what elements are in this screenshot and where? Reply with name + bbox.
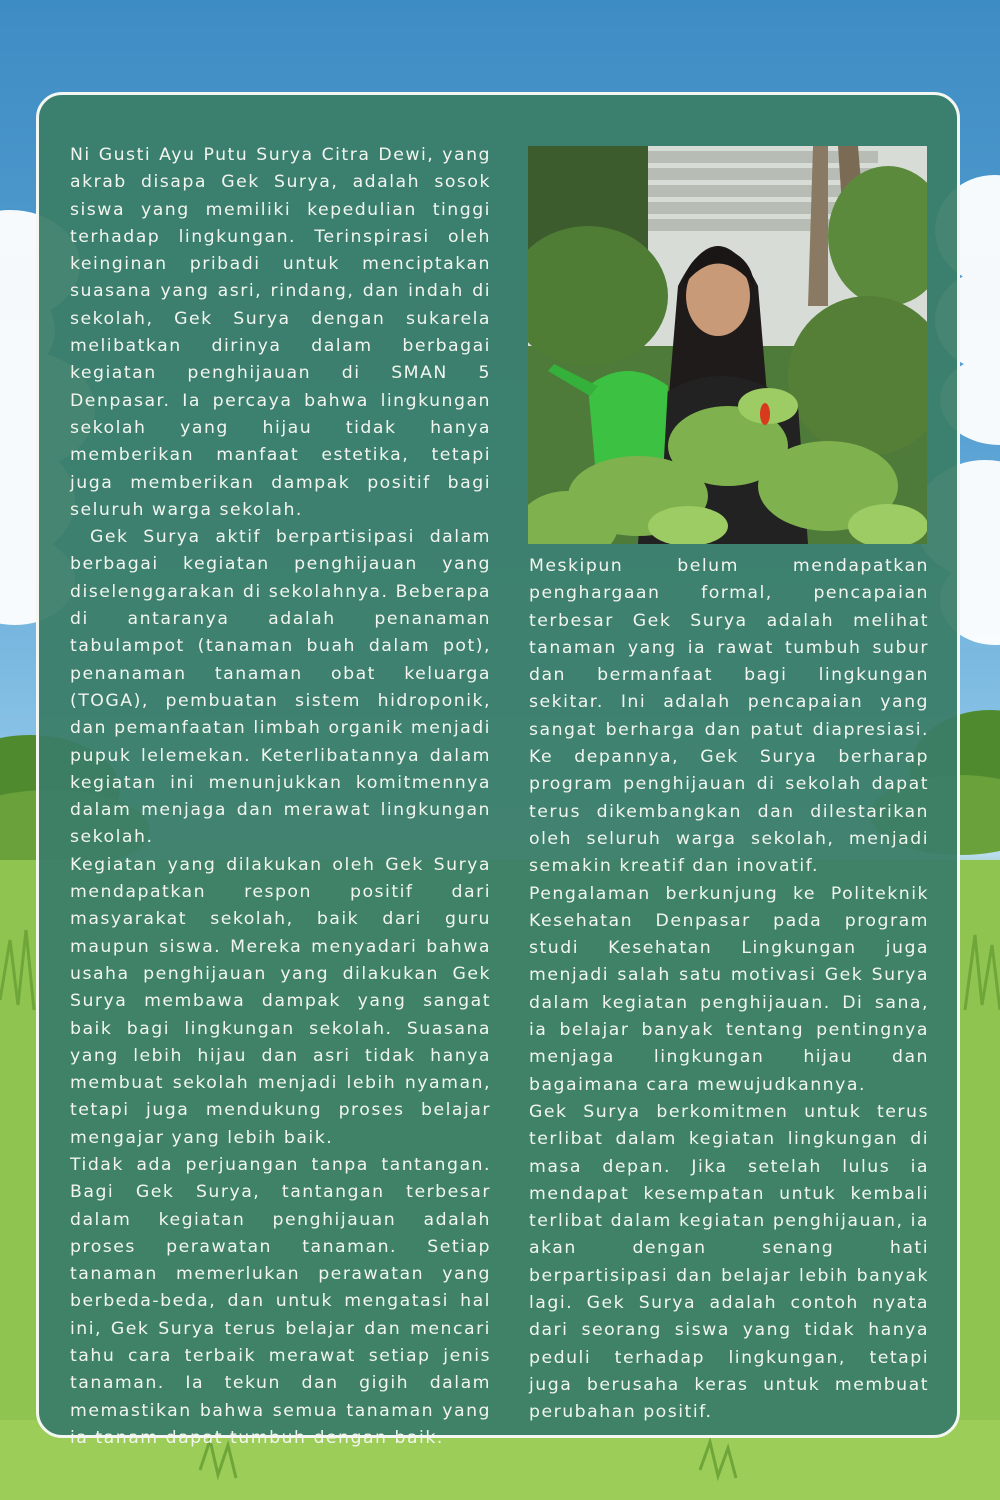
paragraph-activities: Gek Surya aktif berpartisipasi dalam berbagai kegiatan penghijauan yang diselenggarakan di sekolahnya. Beberapa di antaranya adalah penanaman tabulampot (tanaman buah dalam pot), penanaman tanaman obat keluarga (TOGA), pembuatan sistem hidroponik, dan pemanfaatan limbah organik menjadi pupuk lelemekan. Keterlibatannya dalam kegiatan ini menunjukkan komitmennya dalam menjaga dan merawat lingkungan sekolah. (70, 527, 491, 848)
paragraph-achievement: Meskipun belum mendapatkan penghargaan formal, pencapaian terbesar Gek Surya adalah melihat tanaman yang ia rawat tumbuh subur dan bermanfaat bagi lingkungan sekitar. Ini adalah pencapaian yang sangat berharga dan patut diapresiasi. Ke depannya, Gek Surya berharap program penghijauan di sekolah dapat terus dikembangkan dan dilestarikan oleh seluruh warga sekolah, menjadi semakin kreatif dan inovatif. (529, 556, 929, 877)
paragraph-intro: Ni Gusti Ayu Putu Surya Citra Dewi, yang akrab disapa Gek Surya, adalah sosok siswa yang memiliki kepedulian tinggi terhadap lingkungan. Terinspirasi oleh keinginan pribadi untuk menciptakan suasana yang asri, rindang, dan indah di sekolah, Gek Surya dengan sukarela melibatkan dirinya dalam berbagai kegiatan penghijauan di SMAN 5 Denpasar. Ia percaya bahwa lingkungan sekolah yang hijau tidak hanya memberikan manfaat estetika, tetapi juga memberikan dampak positif bagi seluruh warga sekolah. (70, 145, 491, 520)
student-watering-plants-photo (528, 146, 927, 544)
paragraph-response: Kegiatan yang dilakukan oleh Gek Surya mendapatkan respon positif dari masyarakat sekolah, baik dari guru maupun siswa. Mereka menyadari bahwa usaha penghijauan yang dilakukan Gek Surya membawa dampak yang sangat baik bagi lingkungan sekolah. Suasana yang lebih hijau dan asri tidak hanya membuat sekolah menjadi lebih nyaman, tetapi juga mendukung proses belajar mengajar yang lebih baik. (70, 854, 491, 1148)
paragraph-challenge: Tidak ada perjuangan tanpa tantangan. Bagi Gek Surya, tantangan terbesar dalam kegiatan penghijauan adalah proses perawatan tanaman. Setiap tanaman memerlukan perawatan yang berbeda-beda, dan untuk mengatasi hal ini, Gek Surya terus belajar dan mencari tahu cara terbaik merawat setiap jenis tanaman. Ia tekun dan gigih dalam memastikan bahwa semua tanaman yang ia tanam dapat tumbuh dengan baik. (70, 1154, 491, 1448)
right-column (529, 553, 929, 1427)
paragraph-commitment: Gek Surya berkomitmen untuk terus terlibat dalam kegiatan lingkungan di masa depan. Jika setelah lulus ia mendapat kesempatan untuk kembali terlibat dalam kegiatan penghijauan, ia akan dengan senang hati berpartisipasi dan belajar lebih banyak lagi. Gek Surya adalah contoh nyata dari seorang siswa yang tidak hanya peduli terhadap lingkungan, tetapi juga berusaha keras untuk membuat perubahan positif. (529, 1101, 929, 1423)
article-panel (36, 92, 960, 1448)
paragraph-motivation: Pengalaman berkunjung ke Politeknik Kesehatan Denpasar pada program studi Kesehatan Lingkungan juga menjadi salah satu motivasi Gek Surya dalam kegiatan penghijauan. Di sana, ia belajar banyak tentang pentingnya menjaga lingkungan hijau dan bagaimana cara mewujudkannya. (529, 883, 929, 1095)
left-column (70, 142, 491, 1452)
